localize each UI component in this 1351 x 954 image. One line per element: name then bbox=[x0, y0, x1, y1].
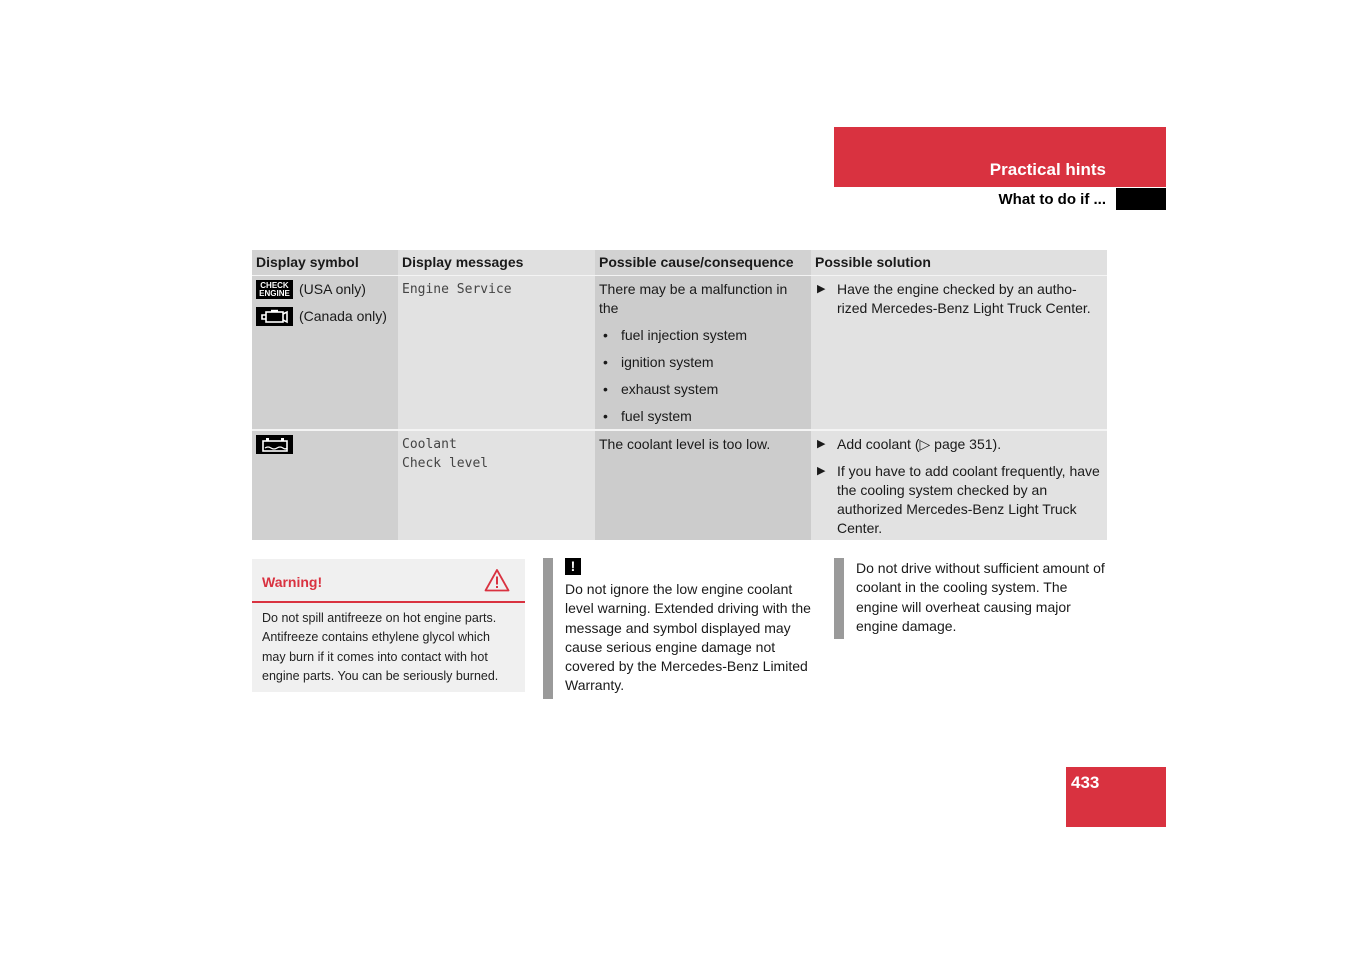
caution-text: Do not ignore the low engine coolant level warning. Extended driving with the message and symbol displayed may cause serious engine damage not covered by the Mercedes-Benz Limited Warranty. bbox=[565, 581, 811, 694]
display-message-engine-service: Engine Service bbox=[398, 275, 595, 429]
arrow-right-icon: ▶ bbox=[817, 465, 826, 477]
display-messages-table bbox=[252, 250, 1107, 540]
cause-intro: There may be a malfunction in the bbox=[599, 281, 788, 316]
note-bar bbox=[543, 558, 553, 699]
caution-note bbox=[543, 558, 823, 699]
note-text: Do not drive without sufficient amount of coolant in the cooling system. The engine will overheat causing major engine damage. bbox=[856, 560, 1105, 634]
table-header-row bbox=[252, 250, 1107, 275]
message-line: Check level bbox=[402, 456, 489, 471]
symbol-entry bbox=[256, 307, 394, 326]
list-item: • fuel injection system bbox=[599, 326, 807, 345]
symbol-cell bbox=[252, 429, 398, 540]
environment-note bbox=[834, 558, 1107, 640]
check-engine-icon-text-line1: CHECK bbox=[260, 280, 289, 290]
warning-box bbox=[252, 559, 525, 692]
check-engine-icon bbox=[256, 280, 293, 299]
table-row bbox=[252, 275, 1107, 429]
solution-step bbox=[815, 280, 1103, 318]
column-header-possible-solution: Possible solution bbox=[811, 250, 1107, 275]
warning-header bbox=[252, 559, 525, 603]
solution-text: Add coolant (▷ page 351). bbox=[837, 436, 1002, 452]
display-message-coolant bbox=[398, 429, 595, 540]
check-engine-icon-text-line2: ENGINE bbox=[259, 288, 290, 298]
symbol-cell bbox=[252, 275, 398, 429]
section-header bbox=[834, 127, 1166, 187]
table-row bbox=[252, 429, 1107, 540]
engine-icon bbox=[256, 307, 293, 326]
warning-text: Do not spill antifreeze on hot engine parts. Antifreeze contains ethylene glycol which may burn if it comes into contact with hot engine parts. You can be seriously burned. bbox=[262, 611, 499, 684]
cause-list bbox=[599, 326, 807, 426]
list-item: • ignition system bbox=[599, 353, 807, 372]
warning-triangle-icon bbox=[484, 568, 510, 597]
coolant-level-icon bbox=[256, 435, 293, 454]
page-number: 433 bbox=[1071, 773, 1100, 792]
solution-step bbox=[815, 462, 1103, 538]
cause-cell bbox=[595, 275, 811, 429]
section-title: Practical hints bbox=[989, 160, 1106, 179]
solution-text: If you have to add coolant frequently, have the cooling system checked by an authorized Mercedes-Benz Light Truck Center. bbox=[837, 463, 1100, 536]
column-header-display-symbol: Display symbol bbox=[252, 250, 398, 275]
cause-cell: The coolant level is too low. bbox=[595, 429, 811, 540]
subsection-header bbox=[834, 188, 1166, 210]
column-header-display-messages: Display messages bbox=[398, 250, 595, 275]
list-item: • exhaust system bbox=[599, 380, 807, 399]
note-bar bbox=[834, 558, 844, 639]
arrow-right-icon: ▶ bbox=[817, 438, 826, 450]
solution-step bbox=[815, 435, 1103, 454]
message-line: Coolant bbox=[402, 437, 457, 452]
arrow-right-icon: ▶ bbox=[817, 283, 826, 295]
symbol-label-canada: (Canada only) bbox=[299, 308, 387, 324]
symbol-entry bbox=[256, 280, 394, 299]
subsection-title: What to do if ... bbox=[998, 191, 1106, 208]
solution-cell bbox=[811, 429, 1107, 540]
symbol-label-usa: (USA only) bbox=[299, 281, 366, 297]
warning-title: Warning! bbox=[262, 574, 323, 590]
solution-text: Have the engine checked by an autho-rized Mercedes-Benz Light Truck Center. bbox=[837, 281, 1091, 316]
solution-cell bbox=[811, 275, 1107, 429]
list-item: • fuel system bbox=[599, 407, 807, 426]
exclamation-icon: ! bbox=[565, 558, 581, 575]
subsection-marker bbox=[1116, 188, 1166, 210]
page-number-box bbox=[1066, 767, 1166, 827]
column-header-possible-cause: Possible cause/consequence bbox=[595, 250, 811, 275]
